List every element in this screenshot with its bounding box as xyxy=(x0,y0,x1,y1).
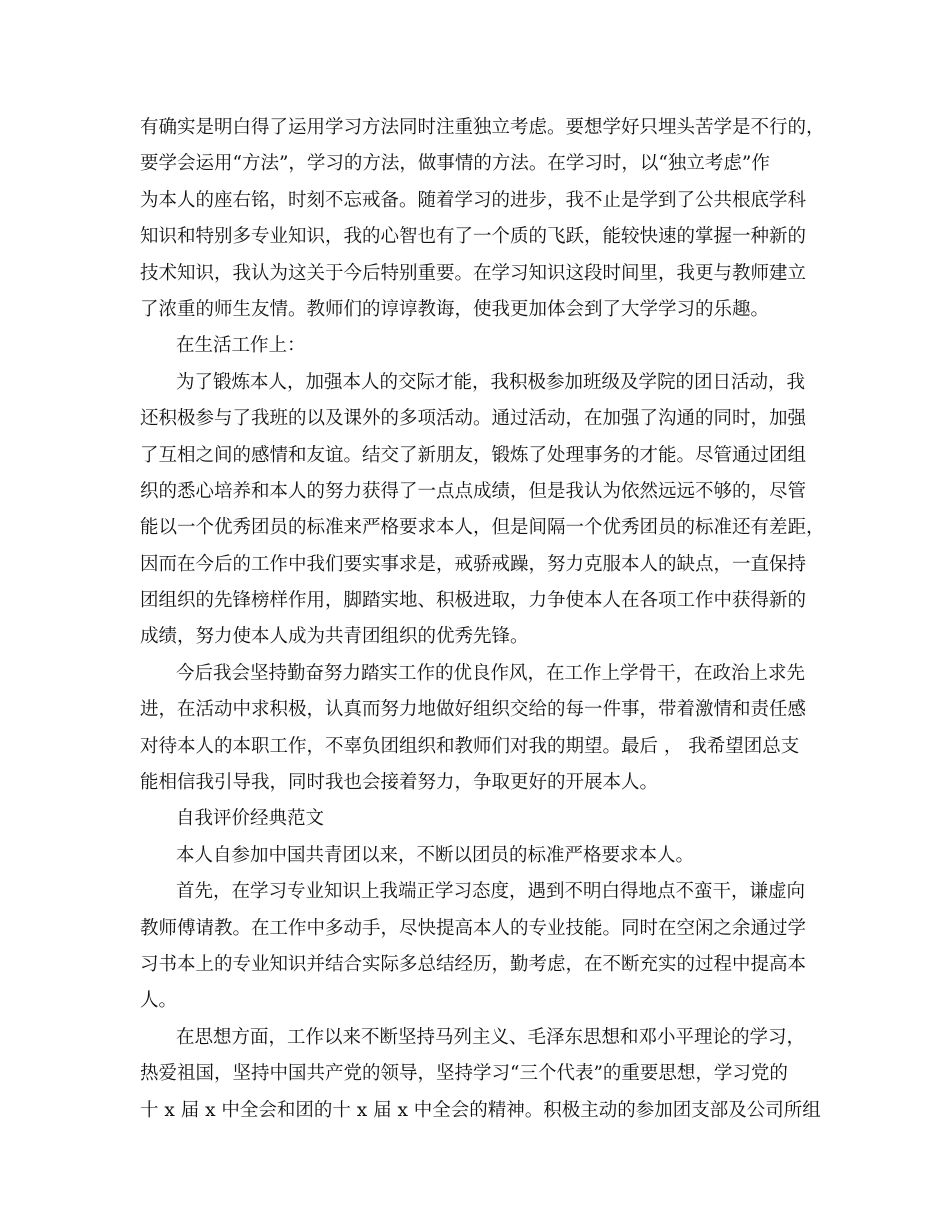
text-line: 在生活工作上： xyxy=(176,335,306,357)
text-line: 首先，在学习专业知识上我端正学习态度，遇到不明白得地点不蛮干，谦虚向 xyxy=(176,881,806,903)
text-line: 在思想方面，工作以来不断坚持马列主义、毛泽东思想和邓小平理论的学习， xyxy=(176,1026,806,1048)
text-line: 织的悉心培养和本人的努力获得了一点点成绩，但是我认为依然远远不够的，尽管 xyxy=(140,480,807,502)
text-line: 为了锻炼本人，加强本人的交际才能，我积极参加班级及学院的团日活动，我 xyxy=(176,371,806,393)
text-line: 本人自参加中国共青团以来，不断以团员的标准严格要求本人。 xyxy=(176,844,695,866)
text-line: 习书本上的专业知识并结合实际多总结经历，勤考虑，在不断充实的过程中提高本 xyxy=(140,953,807,975)
text-line: 对待本人的本职工作，不辜负团组织和教师们对我的期望。最后 ， 我希望团总支 xyxy=(140,735,800,757)
text-line: 为本人的座右铭，时刻不忘戒备。随着学习的进步，我不止是学到了公共根底学科 xyxy=(140,189,807,211)
text-line: 人。 xyxy=(140,990,178,1012)
text-line: 十 x 届 x 中全会和团的十 x 届 x 中全会的精神。积极主动的参加团支部及公司所组 xyxy=(140,1099,821,1121)
text-line: 知识和特别多专业知识，我的心智也有了一个质的飞跃，能较快速的掌握一种新的 xyxy=(140,226,807,248)
text-line: 因而在今后的工作中我们要实事求是，戒骄戒躁，努力克服本人的缺点，一直保持 xyxy=(140,553,807,575)
text-line: 自我评价经典范文 xyxy=(176,808,325,830)
text-line: 热爱祖国，坚持中国共产党的领导，坚持学习“三个代表”的重要思想，学习党的 xyxy=(140,1063,788,1085)
text-line: 还积极参与了我班的以及课外的多项活动。通过活动，在加强了沟通的同时，加强 xyxy=(140,408,807,430)
text-line: 成绩，努力使本人成为共青团组织的优秀先锋。 xyxy=(140,626,529,648)
text-line: 了浓重的师生友情。教师们的谆谆教诲，使我更加体会到了大学学习的乐趣。 xyxy=(140,298,770,320)
text-line: 能相信我引导我，同时我也会接着努力，争取更好的开展本人。 xyxy=(140,772,659,794)
text-line: 要学会运用“方法”，学习的方法，做事情的方法。在学习时，以“独立考虑”作 xyxy=(140,153,770,175)
text-line: 有确实是明白得了运用学习方法同时注重独立考虑。要想学好只埋头苦学是不行的， xyxy=(140,117,825,138)
text-line: 进，在活动中求积极，认真而努力地做好组织交给的每一件事，带着激情和责任感 xyxy=(140,699,807,721)
text-line: 了互相之间的感情和友谊。结交了新朋友，锻炼了处理事务的才能。尽管通过团组 xyxy=(140,444,807,466)
text-line: 团组织的先锋榜样作用，脚踏实地、积极进取，力争使本人在各项工作中获得新的 xyxy=(140,590,807,612)
text-line: 技术知识，我认为这关于今后特别重要。在学习知识这段时间里，我更与教师建立 xyxy=(140,262,807,284)
text-line: 教师傅请教。在工作中多动手，尽快提高本人的专业技能。同时在空闲之余通过学 xyxy=(140,917,807,939)
text-line: 能以一个优秀团员的标准来严格要求本人，但是间隔一个优秀团员的标准还有差距， xyxy=(140,517,825,539)
text-line: 今后我会坚持勤奋努力踏实工作的优良作风，在工作上学骨干，在政治上求先 xyxy=(176,662,806,684)
document-body xyxy=(140,110,825,1129)
